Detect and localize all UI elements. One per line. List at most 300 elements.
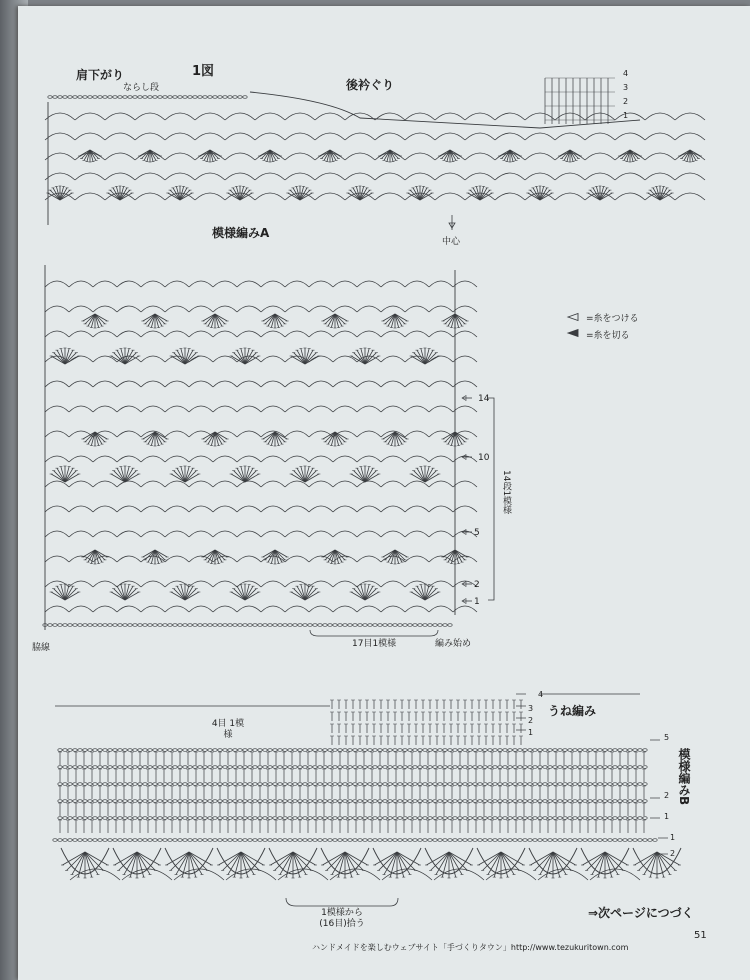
edge-chain bbox=[233, 839, 237, 842]
pattern-a-row-2: 2 bbox=[474, 580, 480, 590]
pattern-b-chain bbox=[608, 766, 612, 769]
pattern-b-chain bbox=[253, 766, 257, 769]
pattern-a-net-arch bbox=[333, 281, 357, 287]
pattern-b-chain bbox=[248, 766, 252, 769]
pattern-b-chain bbox=[348, 783, 352, 786]
pattern-a-foundation-chain bbox=[248, 624, 252, 627]
pattern-a-foundation-chain bbox=[403, 624, 407, 627]
pattern-b-chain bbox=[443, 817, 447, 820]
pattern-a-net-arch bbox=[45, 431, 69, 437]
figure-title: 1図 bbox=[192, 64, 215, 79]
top-net-arch bbox=[165, 153, 195, 160]
pattern-a-net-arch bbox=[45, 556, 69, 562]
top-net-arch bbox=[75, 173, 105, 180]
pattern-b-chain bbox=[543, 817, 547, 820]
top-net-arch bbox=[495, 193, 525, 200]
edge-chain bbox=[63, 839, 67, 842]
pattern-b-chain bbox=[508, 766, 512, 769]
pattern-b-chain bbox=[258, 817, 262, 820]
edge-chain bbox=[193, 839, 197, 842]
top-net-arch bbox=[285, 113, 315, 120]
pattern-b-chain bbox=[423, 800, 427, 803]
edge-chain bbox=[153, 839, 157, 842]
edge-chain bbox=[268, 839, 272, 842]
pattern-a-net-arch bbox=[429, 406, 453, 412]
pattern-b-chain bbox=[568, 800, 572, 803]
edge-chain bbox=[348, 839, 352, 842]
pattern-b-chain bbox=[623, 783, 627, 786]
edge-chain bbox=[538, 839, 542, 842]
pattern-a-net-arch bbox=[381, 606, 405, 612]
edge-chain bbox=[523, 839, 527, 842]
edge-chain bbox=[288, 839, 292, 842]
pattern-a-net-arch bbox=[381, 281, 405, 287]
top-net-arch bbox=[345, 153, 375, 160]
pattern-b-chain bbox=[273, 800, 277, 803]
top-net-arch bbox=[105, 173, 135, 180]
pattern-b-chain bbox=[268, 766, 272, 769]
pattern-a-net-arch bbox=[381, 581, 405, 587]
pattern-a-foundation-chain bbox=[283, 624, 287, 627]
pattern-b-chain bbox=[63, 783, 67, 786]
pattern-b-chain bbox=[578, 783, 582, 786]
edge-chain bbox=[633, 839, 637, 842]
pattern-a-net-arch bbox=[453, 506, 477, 512]
pattern-b-chain bbox=[483, 817, 487, 820]
pattern-b-chain bbox=[558, 749, 562, 752]
pattern-b-chain bbox=[283, 800, 287, 803]
pattern-b-chain bbox=[288, 800, 292, 803]
pattern-b-chain bbox=[503, 749, 507, 752]
pattern-a-net-arch bbox=[69, 281, 93, 287]
top-net-arch bbox=[195, 113, 225, 120]
pattern-b-chain bbox=[538, 783, 542, 786]
top-net-arch bbox=[315, 113, 345, 120]
pattern-b-chain bbox=[528, 783, 532, 786]
pattern-b-chain bbox=[208, 766, 212, 769]
top-net-arch bbox=[525, 173, 555, 180]
top-row-2: 2 bbox=[623, 97, 629, 106]
top-foundation-chain bbox=[198, 96, 202, 99]
edge-chain bbox=[148, 839, 152, 842]
pattern-a-foundation-chain bbox=[258, 624, 262, 627]
pattern-b-chain bbox=[448, 800, 452, 803]
pattern-b-chain bbox=[258, 749, 262, 752]
pattern-b-chain bbox=[108, 749, 112, 752]
pattern-a-foundation-chain bbox=[133, 624, 137, 627]
pattern-b-chain bbox=[413, 749, 417, 752]
pattern-a-net-arch bbox=[165, 506, 189, 512]
pattern-b-chain bbox=[618, 783, 622, 786]
pattern-b-chain bbox=[308, 800, 312, 803]
pattern-a-foundation-chain bbox=[423, 624, 427, 627]
rib-row-2: 2 bbox=[528, 716, 534, 725]
pattern-b-chain bbox=[93, 749, 97, 752]
pattern-b-chain bbox=[238, 749, 242, 752]
edge-chain bbox=[578, 839, 582, 842]
pattern-b-chain bbox=[498, 817, 502, 820]
pattern-b-chain bbox=[588, 817, 592, 820]
pattern-b-chain bbox=[488, 800, 492, 803]
pattern-b-chain bbox=[78, 749, 82, 752]
pattern-b-chain bbox=[618, 817, 622, 820]
edge-chain bbox=[318, 839, 322, 842]
pattern-b-chain bbox=[168, 749, 172, 752]
pattern-b-chain bbox=[608, 783, 612, 786]
pattern-b-chain bbox=[338, 817, 342, 820]
pattern-a-foundation-chain bbox=[58, 624, 62, 627]
pattern-a-net-arch bbox=[357, 481, 381, 487]
edge-chain bbox=[368, 839, 372, 842]
pattern-b-chain bbox=[588, 783, 592, 786]
top-foundation-chain bbox=[218, 96, 222, 99]
top-net-arch bbox=[315, 193, 345, 200]
pattern-b-chain bbox=[88, 749, 92, 752]
top-foundation-chain bbox=[58, 96, 62, 99]
pattern-b-chain bbox=[288, 817, 292, 820]
pattern-a-foundation-chain bbox=[303, 624, 307, 627]
top-foundation-chain bbox=[88, 96, 92, 99]
pattern-b-chain bbox=[293, 800, 297, 803]
pattern-b-chain bbox=[538, 800, 542, 803]
pattern-b-chain bbox=[328, 749, 332, 752]
pattern-a-net-arch bbox=[69, 506, 93, 512]
pattern-a-net-arch bbox=[141, 456, 165, 462]
pattern-b-chain bbox=[588, 749, 592, 752]
pattern-a-net-arch bbox=[237, 281, 261, 287]
pattern-b-chain bbox=[328, 766, 332, 769]
edge-chain bbox=[103, 839, 107, 842]
edge-chain bbox=[448, 839, 452, 842]
edge-chain bbox=[208, 839, 212, 842]
edge-chain bbox=[273, 839, 277, 842]
scallop-net bbox=[70, 869, 120, 880]
pattern-b-chain bbox=[253, 800, 257, 803]
pattern-b-chain bbox=[68, 800, 72, 803]
pattern-b-chain bbox=[113, 783, 117, 786]
pattern-a-net-arch bbox=[405, 431, 429, 437]
pattern-b-chain bbox=[83, 783, 87, 786]
pattern-b-chain bbox=[483, 800, 487, 803]
edge-chain bbox=[428, 839, 432, 842]
edge-chain bbox=[218, 839, 222, 842]
edge-chain bbox=[543, 839, 547, 842]
edge-chain bbox=[333, 839, 337, 842]
pattern-a-foundation-chain bbox=[103, 624, 107, 627]
edge-chain bbox=[493, 839, 497, 842]
pattern-b-chain bbox=[373, 749, 377, 752]
pattern-b-chain bbox=[223, 800, 227, 803]
pattern-b-chain bbox=[353, 817, 357, 820]
pattern-b-chain bbox=[88, 783, 92, 786]
pattern-b-chain bbox=[128, 749, 132, 752]
edge-chain bbox=[293, 839, 297, 842]
pattern-b-chain bbox=[183, 817, 187, 820]
pattern-b-chain bbox=[633, 766, 637, 769]
pattern-b-chain bbox=[103, 749, 107, 752]
pattern-b-chain bbox=[383, 817, 387, 820]
pattern-b-chain bbox=[548, 766, 552, 769]
pattern-a-net-arch bbox=[285, 381, 309, 387]
edge-chain bbox=[573, 839, 577, 842]
pattern-b-chain bbox=[228, 800, 232, 803]
pattern-b-chain bbox=[58, 800, 62, 803]
pattern-b-chain bbox=[178, 783, 182, 786]
pattern-a-foundation-chain bbox=[388, 624, 392, 627]
top-net-arch bbox=[465, 173, 495, 180]
edge-chain bbox=[373, 839, 377, 842]
top-net-arch bbox=[675, 133, 705, 140]
pattern-b-chain bbox=[518, 766, 522, 769]
pattern-a-net-arch bbox=[453, 306, 477, 312]
pattern-a-net-arch bbox=[261, 356, 285, 362]
top-net-arch bbox=[435, 113, 465, 120]
top-foundation-chain bbox=[108, 96, 112, 99]
top-foundation-chain bbox=[223, 96, 227, 99]
pattern-b-chain bbox=[558, 817, 562, 820]
pattern-b-chain bbox=[278, 783, 282, 786]
pattern-b-chain bbox=[158, 766, 162, 769]
pattern-b-chain bbox=[343, 783, 347, 786]
top-net-arch bbox=[105, 133, 135, 140]
pattern-b-chain bbox=[493, 749, 497, 752]
pattern-b-chain bbox=[273, 783, 277, 786]
pattern-b-chain bbox=[88, 800, 92, 803]
pattern-a-net-arch bbox=[237, 556, 261, 562]
pattern-a-foundation-chain bbox=[208, 624, 212, 627]
edge-chain bbox=[58, 839, 62, 842]
top-foundation-chain bbox=[183, 96, 187, 99]
pattern-b-chain bbox=[413, 766, 417, 769]
edge-chain bbox=[53, 839, 57, 842]
pattern-b-chain bbox=[343, 766, 347, 769]
top-net-arch bbox=[405, 113, 435, 120]
pattern-b-chain bbox=[603, 817, 607, 820]
pattern-b-chain bbox=[138, 783, 142, 786]
pattern-a-net-arch bbox=[261, 406, 285, 412]
edge-chain bbox=[213, 839, 217, 842]
pattern-b-chain bbox=[578, 749, 582, 752]
pattern-a-net-arch bbox=[69, 381, 93, 387]
pattern-b-chain bbox=[118, 783, 122, 786]
pattern-a-net-arch bbox=[93, 381, 117, 387]
pattern-b-chain bbox=[268, 783, 272, 786]
pattern-b-chain bbox=[583, 749, 587, 752]
pattern-a-foundation-chain bbox=[438, 624, 442, 627]
pattern-b-chain bbox=[288, 783, 292, 786]
pattern-b-chain bbox=[408, 749, 412, 752]
pattern-a-foundation-chain bbox=[203, 624, 207, 627]
pattern-a-net-arch bbox=[381, 356, 405, 362]
pattern-a-foundation-chain bbox=[343, 624, 347, 627]
pattern-b-chain bbox=[403, 766, 407, 769]
pattern-a-net-arch bbox=[93, 506, 117, 512]
pattern-b-chain bbox=[403, 800, 407, 803]
pattern-b-chain bbox=[583, 766, 587, 769]
pattern-a-net-arch bbox=[309, 331, 333, 337]
pattern-b-chain bbox=[193, 783, 197, 786]
edge-chain bbox=[128, 839, 132, 842]
pattern-b-chain bbox=[108, 766, 112, 769]
pattern-a-net-arch bbox=[261, 481, 285, 487]
top-foundation-chain bbox=[193, 96, 197, 99]
pattern-b-chain bbox=[533, 766, 537, 769]
pattern-a-net-arch bbox=[285, 331, 309, 337]
pattern-a-net-arch bbox=[405, 281, 429, 287]
pattern-b-chain bbox=[493, 817, 497, 820]
edge-chain bbox=[498, 839, 502, 842]
pattern-b-chain bbox=[523, 800, 527, 803]
pattern-a-net-arch bbox=[381, 306, 405, 312]
pattern-b-chain bbox=[173, 783, 177, 786]
pattern-b-chain bbox=[613, 783, 617, 786]
pattern-a-net-arch bbox=[381, 481, 405, 487]
pattern-a-foundation-chain bbox=[378, 624, 382, 627]
pattern-a-net-arch bbox=[189, 456, 213, 462]
pattern-b-chain bbox=[628, 749, 632, 752]
edge-chain bbox=[433, 839, 437, 842]
top-foundation-chain bbox=[128, 96, 132, 99]
pattern-a-title: 模様編みA bbox=[212, 226, 270, 240]
pattern-b-row-2: 2 bbox=[664, 791, 670, 800]
pattern-a-net-arch bbox=[237, 506, 261, 512]
pattern-b-chain bbox=[548, 783, 552, 786]
repeat-bracket bbox=[488, 398, 494, 600]
edge-row-1: 1 bbox=[670, 833, 676, 842]
pattern-a-net-arch bbox=[93, 581, 117, 587]
pattern-b-chain bbox=[458, 749, 462, 752]
edge-chain bbox=[243, 839, 247, 842]
pattern-b-chain bbox=[233, 766, 237, 769]
pattern-a-net-arch bbox=[285, 431, 309, 437]
top-net-arch bbox=[225, 113, 255, 120]
edge-chain bbox=[568, 839, 572, 842]
pattern-a-foundation-chain bbox=[148, 624, 152, 627]
pattern-b-chain bbox=[218, 766, 222, 769]
pattern-a-foundation-chain bbox=[338, 624, 342, 627]
pattern-b-chain bbox=[303, 766, 307, 769]
pattern-a-foundation-chain bbox=[223, 624, 227, 627]
pattern-b-chain bbox=[483, 766, 487, 769]
pattern-b-chain bbox=[393, 766, 397, 769]
pattern-b-chain bbox=[543, 783, 547, 786]
pattern-b-chain bbox=[563, 800, 567, 803]
pattern-b-chain bbox=[208, 749, 212, 752]
pattern-b-chain bbox=[328, 800, 332, 803]
pattern-b-chain bbox=[188, 800, 192, 803]
edge-chain bbox=[238, 839, 242, 842]
pattern-b-chain bbox=[203, 817, 207, 820]
pattern-a-net-arch bbox=[45, 281, 69, 287]
top-net-arch bbox=[465, 153, 495, 160]
pattern-b-chain bbox=[398, 800, 402, 803]
pattern-a-net-arch bbox=[117, 406, 141, 412]
pattern-b-chain bbox=[343, 800, 347, 803]
pattern-a-net-arch bbox=[381, 331, 405, 337]
edge-chain bbox=[518, 839, 522, 842]
pattern-b-chain bbox=[143, 783, 147, 786]
pattern-b-chain bbox=[68, 783, 72, 786]
pattern-b-chain bbox=[308, 783, 312, 786]
pattern-b-chain bbox=[423, 766, 427, 769]
pattern-a-net-arch bbox=[93, 606, 117, 612]
pattern-a-net-arch bbox=[261, 381, 285, 387]
pattern-a-foundation-chain bbox=[123, 624, 127, 627]
pattern-b-chain bbox=[408, 766, 412, 769]
edge-chain bbox=[78, 839, 82, 842]
pattern-a-net-arch bbox=[45, 406, 69, 412]
pattern-b-chain bbox=[388, 817, 392, 820]
pattern-b-chain bbox=[118, 749, 122, 752]
pattern-b-chain bbox=[358, 766, 362, 769]
pattern-b-chain bbox=[83, 749, 87, 752]
pattern-a-net-arch bbox=[357, 431, 381, 437]
pattern-a-net-arch bbox=[189, 406, 213, 412]
pattern-b-chain bbox=[468, 817, 472, 820]
pattern-b-chain bbox=[348, 766, 352, 769]
pattern-b-chain bbox=[438, 817, 442, 820]
pattern-a-net-arch bbox=[357, 531, 381, 537]
top-foundation-chain bbox=[243, 96, 247, 99]
edge-chain bbox=[608, 839, 612, 842]
pattern-b-chain bbox=[388, 783, 392, 786]
edge-chain bbox=[378, 839, 382, 842]
pattern-b-chain bbox=[163, 800, 167, 803]
pattern-a-net-arch bbox=[45, 456, 69, 462]
pattern-b-chain bbox=[568, 817, 572, 820]
pattern-b-chain bbox=[618, 800, 622, 803]
pattern-b-chain bbox=[628, 817, 632, 820]
pattern-b-chain bbox=[413, 800, 417, 803]
pattern-b-chain bbox=[538, 749, 542, 752]
pattern-b-chain bbox=[488, 817, 492, 820]
edge-chain bbox=[73, 839, 77, 842]
top-row-1: 1 bbox=[623, 111, 629, 120]
pattern-b-chain bbox=[463, 817, 467, 820]
pattern-a-net-arch bbox=[357, 381, 381, 387]
step-label: ならし段 bbox=[123, 83, 160, 93]
pattern-a-foundation-chain bbox=[198, 624, 202, 627]
pattern-b-chain bbox=[503, 817, 507, 820]
pattern-a-foundation-chain bbox=[288, 624, 292, 627]
edge-chain bbox=[638, 839, 642, 842]
pattern-b-chain bbox=[378, 749, 382, 752]
pattern-b-chain bbox=[253, 817, 257, 820]
pattern-b-chain bbox=[373, 800, 377, 803]
pattern-b-chain bbox=[98, 783, 102, 786]
pattern-a-net-arch bbox=[405, 531, 429, 537]
pattern-b-chain bbox=[248, 817, 252, 820]
pattern-b-chain bbox=[198, 817, 202, 820]
edge-chain bbox=[323, 839, 327, 842]
edge-chain bbox=[403, 839, 407, 842]
pattern-b-chain bbox=[583, 783, 587, 786]
pattern-b-chain bbox=[268, 817, 272, 820]
pattern-b-chain bbox=[418, 766, 422, 769]
top-net-arch bbox=[675, 173, 705, 180]
edge-chain bbox=[278, 839, 282, 842]
legend-attach-text: =糸をつける bbox=[586, 314, 639, 324]
pattern-b-chain bbox=[58, 766, 62, 769]
pattern-a-net-arch bbox=[405, 381, 429, 387]
pattern-a-foundation-chain bbox=[188, 624, 192, 627]
pattern-a-net-arch bbox=[141, 331, 165, 337]
pattern-a-foundation-chain bbox=[298, 624, 302, 627]
pattern-b-chain bbox=[453, 749, 457, 752]
pattern-b-chain bbox=[433, 766, 437, 769]
pattern-a-net-arch bbox=[381, 506, 405, 512]
pattern-b-chain bbox=[133, 800, 137, 803]
